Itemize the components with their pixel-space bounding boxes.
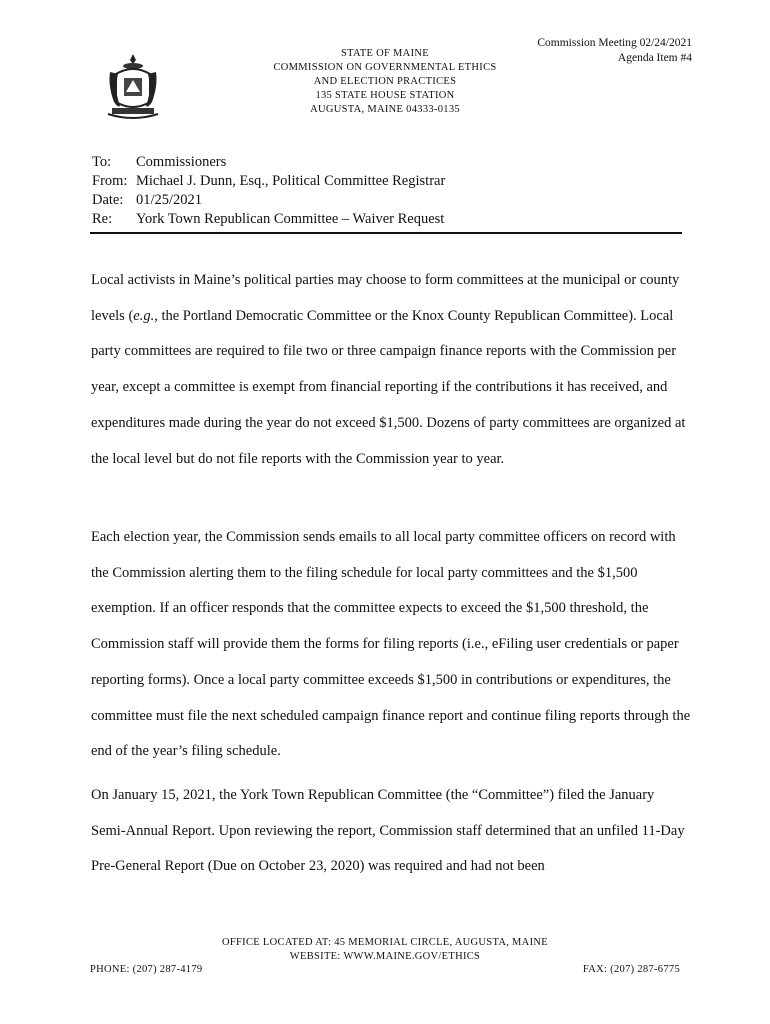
meeting-date: Commission Meeting 02/24/2021 [537, 37, 692, 49]
footer-office: OFFICE LOCATED AT: 45 MEMORIAL CIRCLE, AUGUSTA, MAINE [222, 937, 548, 948]
body-paragraph-1 [91, 263, 691, 477]
body-paragraph-2: Each election year, the Commission sends emails to all local party committee officers on record with the Commission alerting them to the filing schedule for local party committees and the $1,500 exemption. If an officer responds that the committee expects to exceed the $1,500 threshold, the Commission staff will provide them the forms for filing reports (i.e., eFiling user credentials or paper reporting forms). Once a local party committee exceeds $1,500 in contributions or expenditures, the committee must file the next scheduled campaign finance report and continue filing reports through the end of the year’s filing schedule. [91, 529, 691, 760]
memo-from-value: Michael J. Dunn, Esq., Political Committee Registrar [136, 173, 446, 189]
letterhead-line: COMMISSION ON GOVERNMENTAL ETHICS [273, 62, 497, 73]
memo-date-row [92, 191, 445, 210]
letterhead [200, 47, 570, 117]
memo-to-value: Commissioners [136, 154, 227, 170]
agenda-item: Agenda Item #4 [617, 52, 692, 64]
memo-re-row [92, 210, 445, 229]
letterhead-line: STATE OF MAINE [341, 48, 429, 59]
memo-re-value: York Town Republican Committee – Waiver Request [136, 211, 445, 227]
memo-from-row [92, 172, 445, 191]
letterhead-line: AND ELECTION PRACTICES [313, 76, 457, 87]
footer-website: WEBSITE: WWW.MAINE.GOV/ETHICS [289, 951, 481, 962]
body-paragraph-3: On January 15, 2021, the York Town Republican Committee (the “Committee”) filed the January Semi-Annual Report. Upon reviewing the report, Commission staff determined that an unfiled 11-Day Pre-General Report (Due on October 23, 2020) was required and had not been [91, 787, 685, 875]
letterhead-line: 135 STATE HOUSE STATION [315, 90, 455, 101]
memo-header [92, 153, 445, 229]
footer-fax: FAX: (207) 287-6775 [582, 964, 680, 975]
footer-phone: PHONE: (207) 287-4179 [90, 964, 203, 975]
memo-date-value: 01/25/2021 [136, 192, 203, 208]
memo-to-row [92, 153, 445, 172]
memo-from-label: From: [92, 173, 128, 189]
memo-to-label: To: [92, 154, 112, 170]
paragraph-text: Local activists in Maine’s political parties may choose to form committees at the municipal or county levels ( [91, 272, 680, 324]
footer-address [180, 936, 590, 964]
memo-re-label: Re: [92, 211, 113, 227]
memo-date-label: Date: [92, 192, 124, 208]
header-divider [90, 232, 682, 234]
eg-italic: e.g. [133, 307, 155, 324]
meeting-info [537, 36, 692, 66]
state-seal-icon [106, 52, 160, 120]
letterhead-line: AUGUSTA, MAINE 04333-0135 [310, 104, 460, 115]
paragraph-text: , the Portland Democratic Committee or the Knox County Republican Committee). Local party committees are required to file two or three campaign finance reports with the Commission per year, except a committee is exempt from financial reporting if the contributions it has received, and expenditures made during the year do not exceed $1,500. Dozens of party committees are organized at the local level but do not file reports with the Commission year to year. [91, 307, 686, 467]
